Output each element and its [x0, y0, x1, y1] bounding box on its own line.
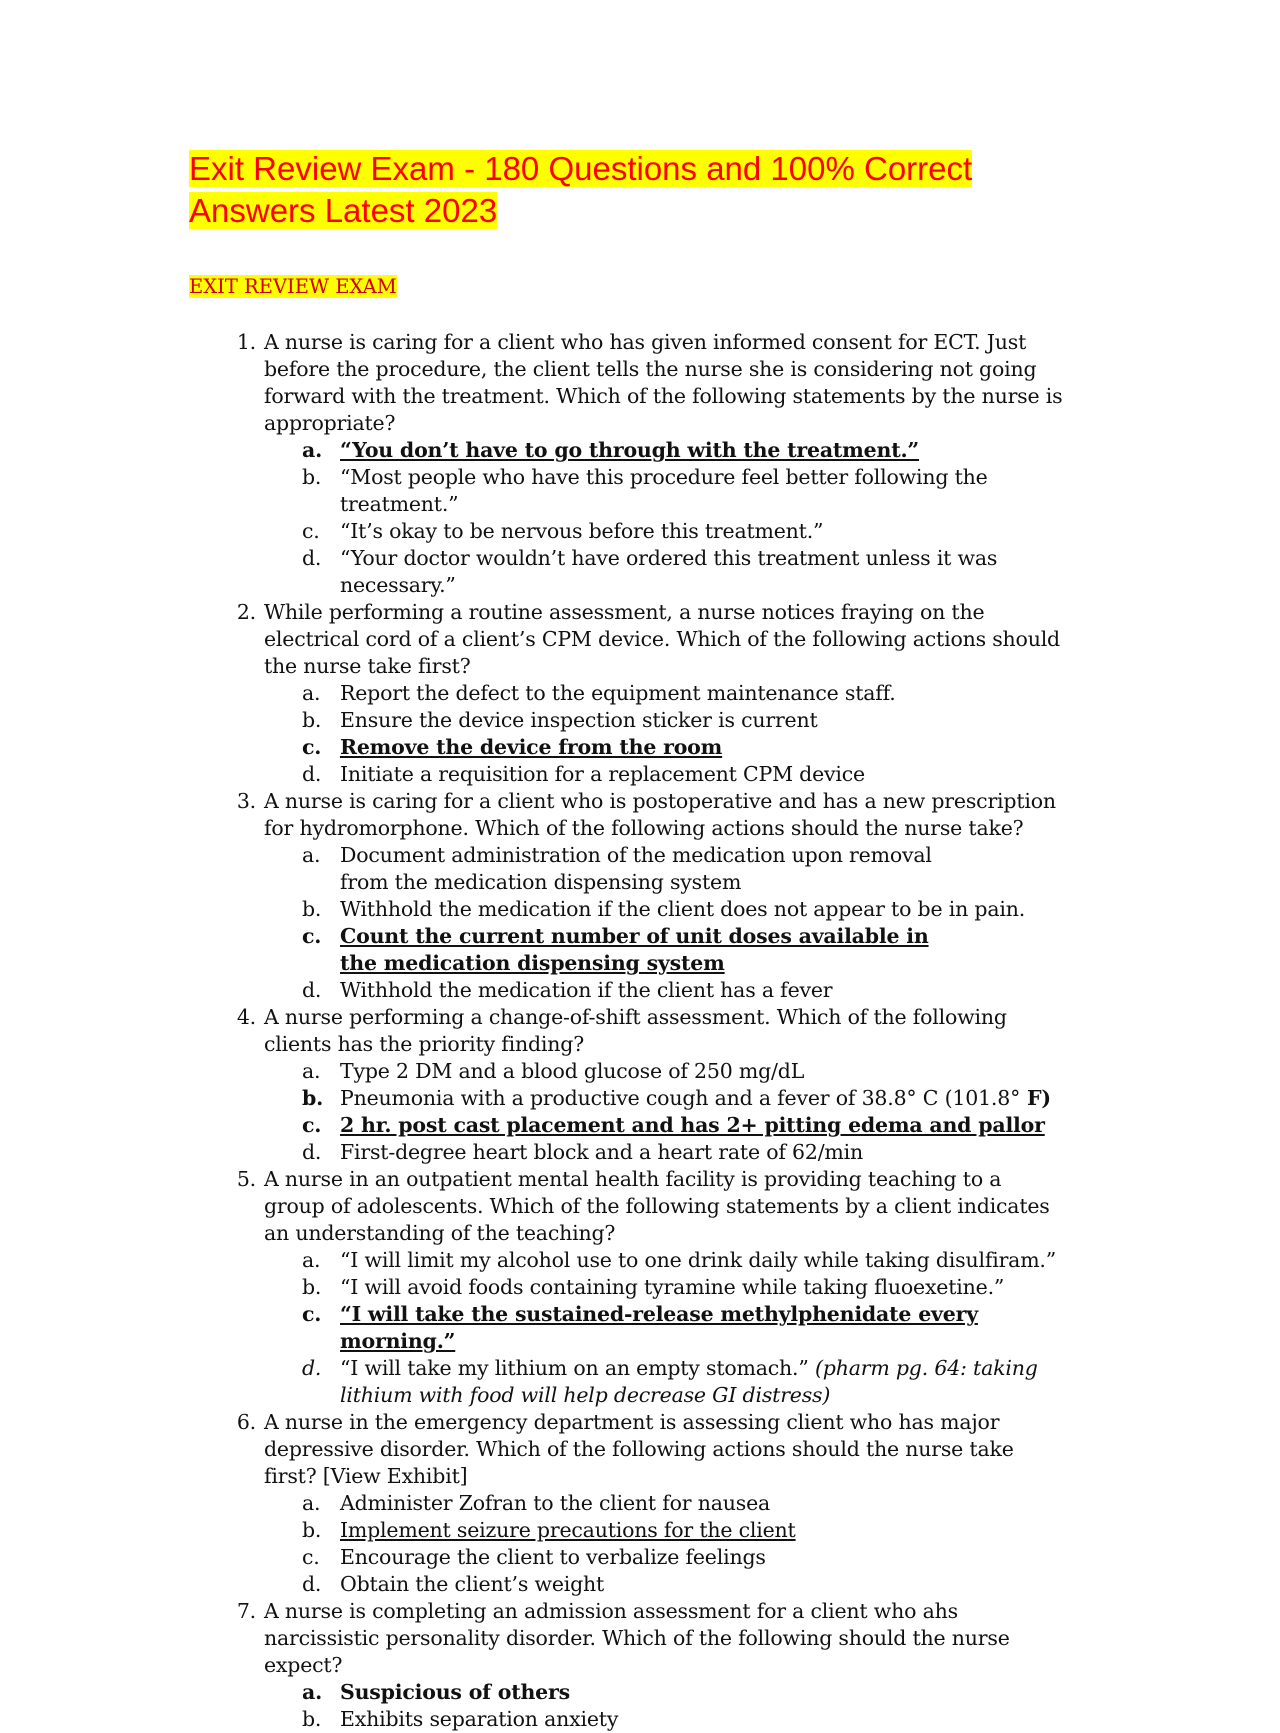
- answer-option: a. Document administration of the medication upon removal from the medication dispensing system: [302, 843, 932, 894]
- question-text: A nurse in the emergency department is assessing client who has major depressive disorder. Which of the following actions should the nurse take first? [View Exhibit]: [264, 1410, 1014, 1488]
- answer-option: b. Ensure the device inspection sticker is current: [302, 708, 818, 732]
- question-text: A nurse in an outpatient mental health facility is providing teaching to a group of adolescents. Which of the following statements by a client indicates an understanding of the teaching?: [264, 1167, 1050, 1245]
- document-title: [189, 148, 972, 232]
- question-number: 5.: [236, 1167, 256, 1191]
- question-4: [236, 1004, 1064, 1166]
- question-number: 4.: [236, 1005, 256, 1029]
- question-text: A nurse is completing an admission assessment for a client who ahs narcissistic personality disorder. Which of the following should the nurse expect?: [264, 1599, 1010, 1677]
- answer-option: b. Pneumonia with a productive cough and a fever of 38.8° C (101.8° F): [302, 1086, 1051, 1110]
- title-line-2: Answers Latest 2023: [189, 192, 498, 229]
- answer-option: a. Suspicious of others: [302, 1680, 570, 1704]
- question-text: While performing a routine assessment, a nurse notices fraying on the electrical cord of a client’s CPM device. Which of the following actions should the nurse take first?: [264, 600, 1060, 678]
- answer-option: d. Obtain the client’s weight: [302, 1572, 605, 1596]
- answer-option: a. “You don’t have to go through with the treatment.”: [302, 438, 920, 462]
- question-number: 1.: [236, 330, 256, 354]
- answer-option: b. Implement seizure precautions for the client: [302, 1518, 796, 1542]
- section-heading: EXIT REVIEW EXAM: [189, 275, 397, 298]
- question-number: 7.: [236, 1599, 256, 1623]
- question-text: A nurse performing a change-of-shift assessment. Which of the following clients has the priority finding?: [264, 1005, 1007, 1056]
- answer-option: a. Type 2 DM and a blood glucose of 250 mg/dL: [302, 1059, 805, 1083]
- answer-option: b. “Most people who have this procedure feel better following the treatment.”: [302, 465, 988, 516]
- answer-option: c. Encourage the client to verbalize feelings: [302, 1545, 766, 1569]
- question-6: [236, 1409, 1064, 1598]
- answer-option: c. “It’s okay to be nervous before this treatment.”: [302, 519, 824, 543]
- answer-option: d. “Your doctor wouldn’t have ordered this treatment unless it was necessary.”: [302, 546, 998, 597]
- question-3: [236, 788, 1064, 1004]
- question-text: A nurse is caring for a client who is postoperative and has a new prescription for hydromorphone. Which of the following actions should the nurse take?: [264, 789, 1056, 840]
- answer-option: b. Exhibits separation anxiety: [302, 1707, 619, 1731]
- answer-option: d. “I will take my lithium on an empty stomach.” (pharm pg. 64: taking lithium with food will help decrease GI distress): [302, 1356, 1038, 1407]
- answer-option: b. “I will avoid foods containing tyramine while taking fluoexetine.”: [302, 1275, 1005, 1299]
- answer-option: c. Remove the device from the room: [302, 735, 723, 759]
- answer-option: d. First-degree heart block and a heart rate of 62/min: [302, 1140, 864, 1164]
- question-2: [236, 599, 1064, 788]
- question-number: 3.: [236, 789, 256, 813]
- answer-option: d. Initiate a requisition for a replacement CPM device: [302, 762, 865, 786]
- question-text: A nurse is caring for a client who has given informed consent for ECT. Just before the procedure, the client tells the nurse she is considering not going forward with the treatment. Which of the following statements by the nurse is appropriate?: [264, 330, 1063, 435]
- question-list: [0, 329, 1280, 1733]
- answer-option: a. Report the defect to the equipment maintenance staff.: [302, 681, 896, 705]
- question-number: 2.: [236, 600, 256, 624]
- answer-option: c. 2 hr. post cast placement and has 2+ pitting edema and pallor: [302, 1113, 1045, 1137]
- question-number: 6.: [236, 1410, 256, 1434]
- answer-option: b. Withhold the medication if the client does not appear to be in pain.: [302, 897, 1026, 921]
- answer-option: a. “I will limit my alcohol use to one drink daily while taking disulfiram.”: [302, 1248, 1057, 1272]
- title-line-1: Exit Review Exam - 180 Questions and 100% Correct: [189, 150, 973, 187]
- answer-option: a. Administer Zofran to the client for nausea: [302, 1491, 771, 1515]
- question-5: [236, 1166, 1064, 1409]
- question-7: [236, 1598, 1064, 1733]
- answer-option: c. “I will take the sustained-release methylphenidate every morning.”: [302, 1302, 978, 1353]
- answer-option: d. Withhold the medication if the client has a fever: [302, 978, 833, 1002]
- answer-option: c. Count the current number of unit doses available in the medication dispensing system: [302, 924, 929, 975]
- question-1: [236, 329, 1064, 599]
